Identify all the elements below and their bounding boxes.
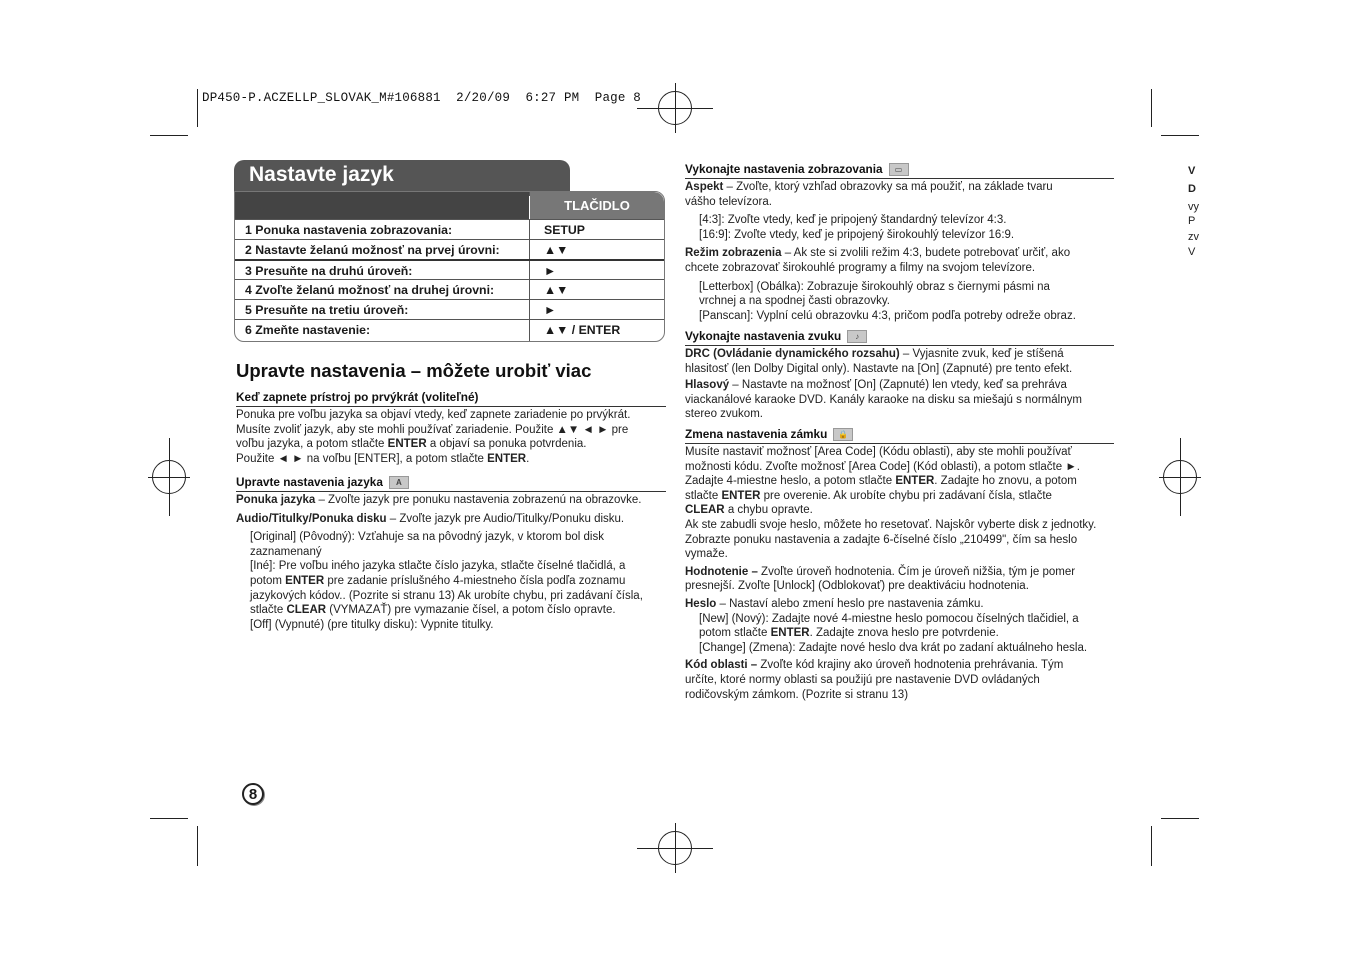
- button-table: [234, 191, 665, 342]
- audio-settings-paragraph: DRC (Ovládanie dynamického rozsahu) – Vyjasnite zvuk, keď je stíšená hlasitosť (len Dolby Digital only). Nastavte na [On] (Zapnuté) pre tento efekt. Hlasový – Nastavte na možnosť [On] (Zapnuté) len vtedy, keď sa prehráva viackanálové karaoke DVD. Kanály karaoke na disku sa miešajú s normálnym stereo zvukom.: [685, 348, 1082, 421]
- language-icon: A: [389, 476, 409, 489]
- language-settings-paragraph: Ponuka jazyka – Zvoľte jazyk pre ponuku nastavenia zobrazenú na obrazovke. Audio/Titulky/Ponuka disku – Zvoľte jazyk pre Audio/Titulky/Ponuku disku. [Original] (Pôvodný): Vzťahuje sa na pôvodný jazyk, v ktorom bol disk zaznamenaný [Iné]: Pre voľbu iného jazyka stlačte číslo jazyka, stlačte číselné tlačidlá, a potom ENTER pre zadanie príslušného 4-miestneho čísla podľa zoznamu jazykových kódov.. (Pozrite si stranu 13) Ak urobíte chybu, pri zadávaní čísla, stlačte CLEAR (VYMAZAŤ) pre vymazanie čísel, a potom číslo opravte. [Off] (Vypnuté) (pre titulky disku): Vypnite titulky.: [236, 494, 643, 631]
- subsection-title: Vykonajte nastavenia zvuku ♪: [685, 329, 867, 343]
- table-step: 1 Ponuka nastavenia zobrazovania:: [245, 223, 453, 237]
- divider: [685, 443, 1114, 444]
- section-heading: Upravte nastavenia – môžete urobiť viac: [236, 360, 592, 381]
- audio-icon: ♪: [847, 330, 867, 343]
- edge-fragment: vy: [1188, 201, 1199, 213]
- crop-mark: [150, 135, 188, 136]
- crop-mark: [197, 89, 198, 127]
- crop-mark: [1151, 826, 1152, 866]
- subsection-title: Upravte nastavenia jazyka A: [236, 475, 409, 489]
- crop-mark: [197, 826, 198, 866]
- table-row: [235, 319, 664, 342]
- subsection-title: Keď zapnete prístroj po prvýkrát (voliteľné): [236, 390, 479, 404]
- registration-crosshair: [148, 477, 190, 478]
- lock-icon: 🔒: [833, 428, 853, 441]
- display-icon: ▭: [889, 163, 909, 176]
- edge-fragment: P: [1188, 215, 1196, 227]
- divider: [685, 345, 1114, 346]
- edge-fragment: D: [1188, 183, 1196, 195]
- table-action: ▲▼: [544, 283, 569, 297]
- subsection-title: Vykonajte nastavenia zobrazovania ▭: [685, 162, 909, 176]
- crop-mark: [1161, 135, 1199, 136]
- crop-mark: [1151, 89, 1152, 127]
- divider: [685, 178, 1114, 179]
- divider: [236, 406, 666, 407]
- table-row: [235, 239, 664, 259]
- display-settings-paragraph: Aspekt – Zvoľte, ktorý vzhľad obrazovky sa má použiť, na základe tvaru vášho televízora. [4:3]: Zvoľte vtedy, keď je pripojený štandardný televízor 4:3. [16:9]: Zvoľte vtedy, keď je pripojený širokouhlý televízor 16:9. Režim zobrazenia – Ak ste si zvolili režim 4:3, budete potrebovať určiť, ako chcete zobrazovať širokouhlé programy a filmy na svojom televízore. [Letterbox] (Obálka): Zobrazuje širokouhlý obraz s čiernymi pásmi na vrchnej a na spodnej časti obrazovky. [Panscan]: Vyplní celú obrazovku 4:3, pričom podľa potreby odreže obraz.: [685, 181, 1076, 322]
- first-use-paragraph: Ponuka pre voľbu jazyka sa objaví vtedy, keď zapnete zariadenie po prvýkrát. Musíte zvoliť jazyk, aby ste mohli používať zariadenie. Použite ▲▼ ◄ ► pre voľbu jazyka, a potom stlačte ENTER a objaví sa ponuka potvrdenia. Použite ◄ ► na voľbu [ENTER], a potom stlačte ENTER.: [236, 409, 631, 465]
- table-row: [235, 299, 664, 319]
- table-step: 6 Zmeňte nastavenie:: [245, 323, 371, 337]
- table-action: ►: [544, 264, 557, 278]
- table-row: [235, 259, 664, 279]
- lock-settings-paragraph: Musíte nastaviť možnosť [Area Code] (Kódu oblasti), aby ste mohli používať možnosti kódu. Zvoľte možnosť [Area Code] (Kód oblasti), a potom stlačte ►. Zadajte 4-miestne heslo, a potom stlačte ENTER. Zadajte ho znovu, a potom stlačte ENTER pre overenie. Ak urobíte chybu pri zadávaní čísla, stlačte CLEAR a chybu opravte. Ak ste zabudli svoje heslo, môžete ho resetovať. Najskôr vyberte disk z jednotky. Zobrazte ponuku nastavenia a zadajte 6-číselné číslo „210499", čím sa heslo vymaže. Hodnotenie – Zvoľte úroveň hodnotenia. Čím je úroveň nižšia, tým je pomer presnejší. Zvoľte [Unlock] (Odblokovať) pre deaktiváciu hodnotenia. Heslo – Nastaví alebo zmení heslo pre nastavenia zámku. [New] (Nový): Zadajte nové 4-miestne heslo pomocou číselných tlačidiel, a potom stlačte ENTER. Zadajte znova heslo pre potvrdenie. [Change] (Zmena): Zadajte nové heslo dva krát po zadaní aktuálneho hesla. Kód oblasti – Zvoľte kód krajiny ako úroveň hodnotenia prehrávania. Tým určíte, ktoré normy oblasti sa použijú pre nastavenie DVD ovládaných rodičovským zámkom. (Pozrite si stranu 13): [685, 446, 1097, 701]
- table-header-left: [235, 192, 529, 219]
- table-action: SETUP: [544, 223, 585, 237]
- crop-mark: [1161, 818, 1199, 819]
- edge-fragment: V: [1188, 246, 1196, 258]
- table-row: [235, 279, 664, 299]
- subsection-title: Zmena nastavenia zámku 🔒: [685, 427, 853, 441]
- table-action: ▲▼ / ENTER: [544, 323, 621, 337]
- page-title: Nastavte jazyk: [249, 163, 394, 186]
- page-number: 8: [242, 783, 264, 805]
- registration-crosshair: [637, 848, 713, 849]
- registration-crosshair: [637, 108, 713, 109]
- table-step: 2 Nastavte želanú možnosť na prvej úrovni:: [245, 243, 500, 257]
- table-row: [235, 219, 664, 239]
- table-step: 4 Zvoľte želanú možnosť na druhej úrovni:: [245, 283, 495, 297]
- table-header: [235, 192, 664, 219]
- crop-mark: [150, 818, 188, 819]
- divider: [236, 491, 666, 492]
- table-step: 5 Presuňte na tretiu úroveň:: [245, 303, 409, 317]
- edge-fragment: zv: [1188, 231, 1199, 243]
- edge-fragment: V: [1188, 165, 1196, 177]
- registration-crosshair: [1159, 477, 1201, 478]
- print-slug: DP450-P.ACZELLP_SLOVAK_M#106881 2/20/09 6:27 PM Page 8: [202, 91, 641, 105]
- table-step: 3 Presuňte na druhú úroveň:: [245, 264, 413, 278]
- table-action: ►: [544, 303, 557, 317]
- table-header-button: TLAČIDLO: [530, 192, 664, 219]
- table-action: ▲▼: [544, 243, 569, 257]
